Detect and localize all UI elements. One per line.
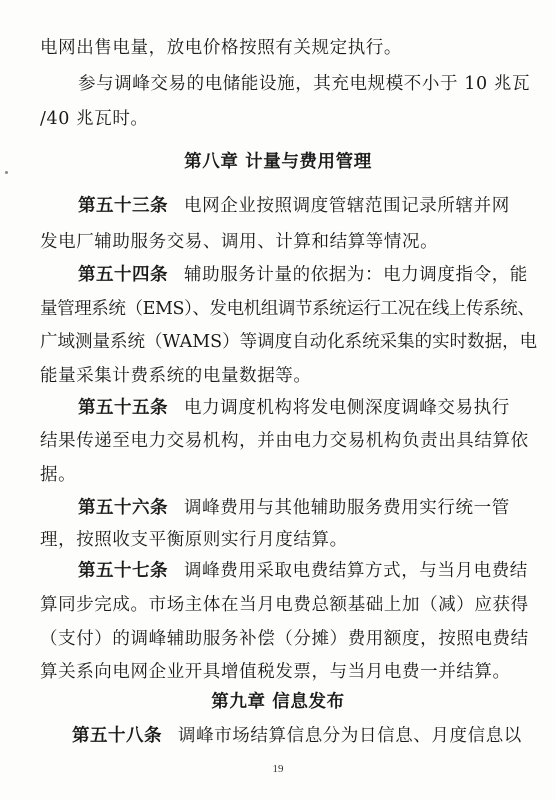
article-label: 第五十三条 <box>78 196 168 216</box>
article-text: 调峰费用与其他辅助服务费用实行统一管 <box>184 498 510 518</box>
article-first-line <box>0 195 556 217</box>
paragraph-line: 能量采集计费系统的电量数据等。 <box>40 366 312 386</box>
paragraph-line: 广域测量系统（WAMS）等调度自动化系统采集的实时数据，电 <box>40 332 538 352</box>
paragraph-line: 量管理系统（EMS）、发电机组调节系统运行工况在线上传系统、 <box>40 299 535 319</box>
paragraph-line: 发电厂辅助服务交易、调用、计算和结算等情况。 <box>40 232 439 252</box>
article-first-line <box>0 397 556 419</box>
scan-speck <box>5 171 8 174</box>
paragraph-line: 理，按照收支平衡原则实行月度结算。 <box>40 530 348 550</box>
article-first-line <box>0 497 556 519</box>
article-text: 辅助服务计量的依据为：电力调度指令，能 <box>184 265 528 285</box>
paragraph-line: （支付）的调峰辅助服务补偿（分摊）费用额度，按照电费结 <box>40 629 529 649</box>
paragraph-line: 结果传递至电力交易机构，并由电力交易机构负责出具结算依 <box>40 431 529 451</box>
paragraph-line: 据。 <box>40 465 77 485</box>
article-label: 第五十四条 <box>78 265 168 285</box>
page-number: 19 <box>272 763 284 775</box>
paragraph-line: 算同步完成。市场主体在当月电费总额基础上加（减）应获得 <box>40 595 529 615</box>
article-text: 电力调度机构将发电侧深度调峰交易执行 <box>184 398 510 418</box>
chapter-heading: 第九章 信息发布 <box>211 692 345 712</box>
paragraph-line: 参与调峰交易的电储能设施，其充电规模不小于 10 兆瓦 <box>78 74 531 94</box>
paragraph-line: /40 兆瓦时。 <box>40 109 149 129</box>
article-text: 调峰市场结算信息分为日信息、月度信息以 <box>178 726 522 746</box>
chapter-heading: 第八章 计量与费用管理 <box>184 152 372 172</box>
article-label: 第五十七条 <box>78 561 168 581</box>
article-label: 第五十八条 <box>72 726 162 746</box>
article-first-line <box>0 264 556 286</box>
article-first-line <box>0 725 556 747</box>
article-text: 调峰费用采取电费结算方式，与当月电费结 <box>184 561 528 581</box>
article-text: 电网企业按照调度管辖范围记录所辖并网 <box>184 196 510 216</box>
article-label: 第五十六条 <box>78 498 168 518</box>
paragraph-line: 算关系向电网企业开具增值税发票，与当月电费一并结算。 <box>40 662 511 682</box>
article-first-line <box>0 560 556 582</box>
paragraph-line: 电网出售电量，放电价格按照有关规定执行。 <box>40 38 402 58</box>
article-label: 第五十五条 <box>78 398 168 418</box>
